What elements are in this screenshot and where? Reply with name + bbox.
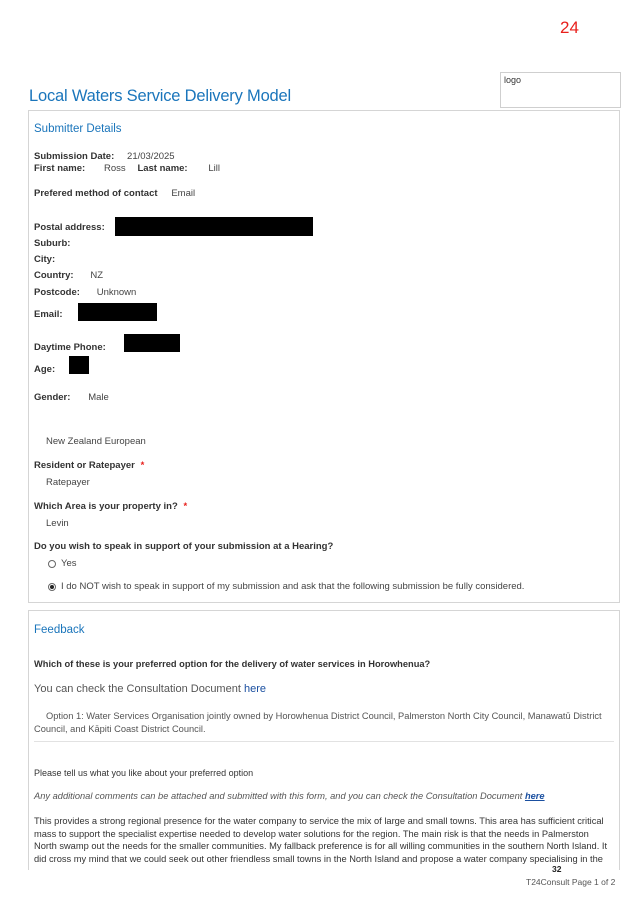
radio-checked[interactable] (48, 583, 56, 591)
consultation-text: You can check the Consultation Document (34, 683, 241, 695)
last-name-value: Lill (208, 163, 220, 174)
consultation-link[interactable]: here (243, 683, 266, 695)
country-label: Country: (34, 270, 74, 281)
submitter-details-panel (28, 110, 620, 603)
area-label: Which Area is your property in? (34, 501, 178, 512)
page-reference: 32 (552, 864, 562, 874)
age-label: Age: (34, 364, 56, 375)
option-line-1: Option 1: Water Services Organisation jointly owned by Horowhenua District Council, Palmerston North City Council, Manawatū District (46, 711, 602, 721)
selected-option (34, 710, 614, 735)
first-name-value: Ross (104, 163, 126, 174)
resident-label: Resident or Ratepayer (34, 460, 135, 471)
first-name-label: First name: (34, 163, 86, 174)
footer-text: T24Consult Page 1 of 2 (526, 877, 616, 887)
name-row (34, 163, 220, 174)
last-name-label: Last name: (137, 163, 188, 174)
additional-comments-link[interactable]: here (524, 791, 545, 801)
contact-row (34, 188, 195, 199)
gender-label: Gender: (34, 392, 71, 403)
gender-value: Male (88, 392, 109, 403)
postcode-label: Postcode: (34, 287, 80, 298)
contact-method-value: Email (171, 188, 196, 199)
hearing-option-no-label: I do NOT wish to speak in support of my submission and ask that the following submission be fully considered. (61, 581, 525, 592)
phone-label: Daytime Phone: (34, 342, 106, 353)
submitter-section-title: Submitter Details (34, 123, 122, 135)
city-label: City: (34, 254, 56, 265)
resident-row (34, 460, 144, 471)
answer-line: North swamp out the needs for the smaller communities. My fallback preference is for all willing communities in the southern North Island. It (34, 841, 608, 851)
divider (34, 741, 614, 742)
answer-line: did cross my mind that we could seek out other friendless small towns in the North Island and propose a water company specialising in the (34, 853, 603, 864)
suburb-label: Suburb: (34, 238, 71, 249)
email-label: Email: (34, 309, 63, 320)
radio-unchecked[interactable] (48, 560, 56, 568)
hearing-option-yes[interactable] (48, 558, 77, 569)
area-row (34, 501, 187, 512)
page-number: 24 (560, 18, 579, 37)
submission-date-value: 21/03/2025 (127, 151, 175, 162)
feedback-section-title: Feedback (34, 624, 85, 636)
country-row (34, 270, 103, 281)
required-mark: * (183, 501, 188, 512)
postal-address-label: Postal address: (34, 222, 105, 233)
answer-line: This provides a strong regional presence for the water company to service the mix of large and small towns. This area has sufficient critical (34, 816, 604, 826)
additional-comments-text: Any additional comments can be attached and submitted with this form, and you can check the Consultation Document (34, 791, 523, 801)
option-line-2: Council, and Kāpiti Coast District Council. (34, 723, 206, 734)
hearing-option-no[interactable] (48, 581, 524, 592)
submission-date-row (34, 151, 175, 162)
resident-value: Ratepayer (46, 477, 90, 488)
required-mark: * (140, 460, 145, 471)
page-title: Local Waters Service Delivery Model (29, 87, 291, 105)
redacted-email (78, 303, 157, 321)
logo-placeholder: logo (500, 72, 621, 108)
redacted-phone (124, 334, 180, 352)
country-value: NZ (90, 270, 104, 281)
postcode-value: Unknown (96, 287, 137, 298)
answer-line: mass to support the specialist expertise needed to develop water solutions for the region. The main risk is that the needs in Palmerston (34, 828, 589, 839)
postcode-row (34, 287, 136, 298)
area-value: Levin (46, 518, 69, 529)
gender-row (34, 392, 109, 403)
consultation-line (34, 683, 266, 695)
contact-method-label: Prefered method of contact (34, 188, 158, 199)
submission-date-label: Submission Date: (34, 151, 115, 162)
ethnicity-value: New Zealand European (46, 436, 146, 447)
redacted-age (69, 356, 89, 374)
hearing-option-yes-label: Yes (61, 558, 77, 569)
hearing-question: Do you wish to speak in support of your submission at a Hearing? (34, 541, 334, 552)
like-question: Please tell us what you like about your preferred option (34, 768, 254, 778)
answer-text (34, 815, 618, 865)
preferred-option-question: Which of these is your preferred option for the delivery of water services in Horowhenua? (34, 659, 431, 669)
additional-comments-line (34, 791, 545, 801)
redacted-postal-address (115, 217, 313, 236)
